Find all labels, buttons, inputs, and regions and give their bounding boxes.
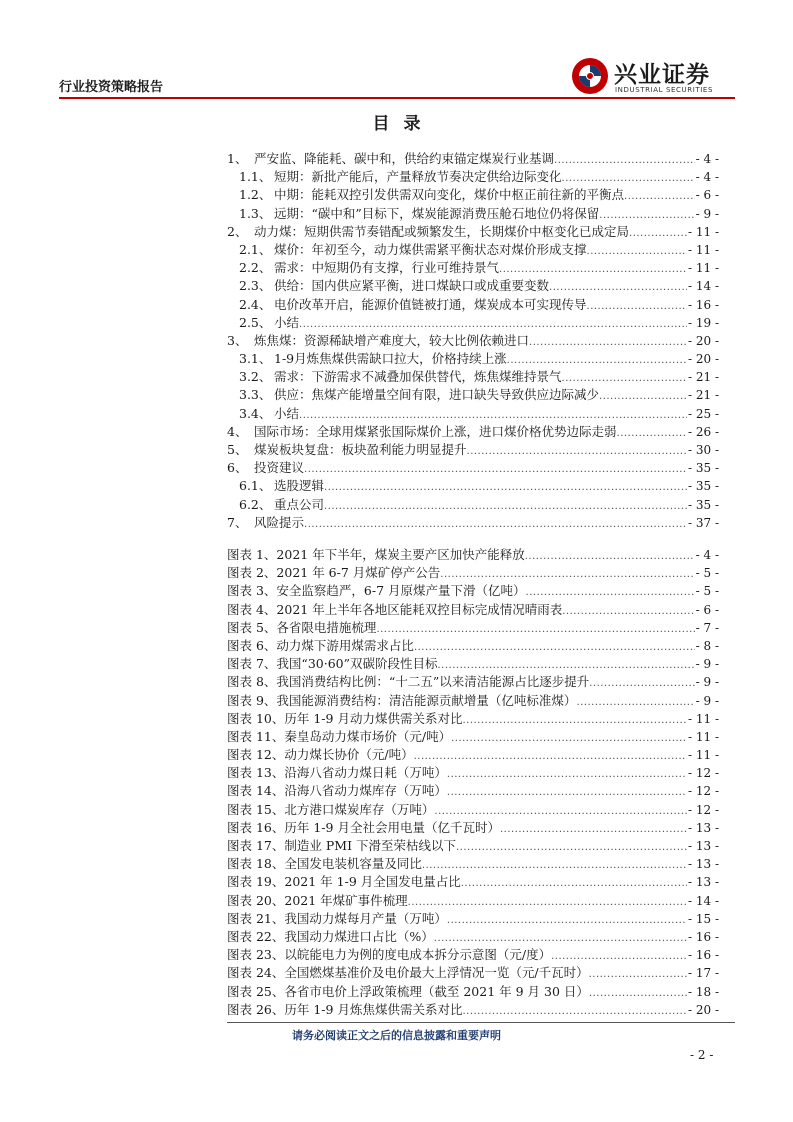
toc-entry-title: 短期：新批产能后，产量释放节奏决定供给边际变化 bbox=[274, 169, 562, 185]
toc-entry-title: 国际市场：全球用煤紧张国际煤价上涨，进口煤价格优势边际走弱 bbox=[254, 423, 617, 439]
toc-leader-dots bbox=[599, 206, 694, 221]
toc-entry-page: - 20 - bbox=[687, 333, 719, 348]
figure-entry-page: - 12 - bbox=[687, 784, 719, 799]
figure-entry-page: - 18 - bbox=[687, 984, 719, 999]
figure-entry-title: 图表 3、安全监察趋严，6-7 月原煤产量下滑（亿吨） bbox=[227, 583, 526, 599]
figure-entry-title: 图表 24、全国燃煤基准价及电价最大上浮情况一览（元/千瓦时） bbox=[227, 965, 589, 981]
toc-entry[interactable] bbox=[227, 458, 719, 476]
figure-entry[interactable] bbox=[227, 1000, 719, 1018]
toc-entry-number: 3.3、 bbox=[239, 387, 272, 403]
figure-leader-dots bbox=[376, 620, 694, 635]
figure-entry[interactable] bbox=[227, 982, 719, 1000]
figure-entry-page: - 12 - bbox=[687, 766, 719, 781]
toc-entry[interactable] bbox=[227, 367, 719, 385]
disclaimer-note: 请务必阅读正文之后的信息披露和重要声明 bbox=[292, 1029, 501, 1042]
report-type-label: 行业投资策略报告 bbox=[59, 80, 164, 95]
toc-entry-number: 1.3、 bbox=[239, 205, 272, 221]
toc-entry[interactable] bbox=[227, 313, 719, 331]
figure-entry[interactable] bbox=[227, 854, 719, 872]
figure-entry-title: 图表 19、2021 年 1-9 月全国发电量占比 bbox=[227, 874, 461, 890]
figure-leader-dots bbox=[438, 656, 695, 671]
toc-entry-number: 4、 bbox=[227, 423, 248, 439]
figure-entry-page: - 6 - bbox=[695, 602, 719, 617]
toc-entry-page: - 19 - bbox=[687, 315, 719, 330]
figure-entry[interactable] bbox=[227, 600, 719, 618]
figure-leader-dots bbox=[408, 893, 687, 908]
toc-leader-dots bbox=[507, 351, 687, 366]
figure-entry-title: 图表 17、制造业 PMI 下滑至荣枯线以下 bbox=[227, 838, 456, 853]
toc-entry[interactable] bbox=[227, 404, 719, 422]
toc-entry[interactable] bbox=[227, 185, 719, 203]
toc-entry-title: 小结 bbox=[274, 405, 300, 421]
footer-divider bbox=[227, 1022, 735, 1023]
figure-entry[interactable] bbox=[227, 800, 719, 818]
figure-entry[interactable] bbox=[227, 909, 719, 927]
toc-entry-page: - 20 - bbox=[687, 352, 719, 367]
toc-entry-title: 小结 bbox=[274, 314, 300, 330]
figure-entry[interactable] bbox=[227, 763, 719, 781]
toc-entry-page: - 37 - bbox=[687, 515, 719, 530]
figure-leader-dots bbox=[461, 874, 687, 889]
toc-entry-number: 3.2、 bbox=[239, 369, 272, 385]
toc-entry-page: - 6 - bbox=[695, 188, 719, 203]
figure-entry[interactable] bbox=[227, 945, 719, 963]
toc-entry-title: 供给：国内供应紧平衡，进口煤缺口或成重要变数 bbox=[274, 278, 550, 294]
figure-leader-dots bbox=[456, 838, 687, 853]
toc-entry-title: 需求：中短期仍有支撑，行业可维持景气 bbox=[274, 260, 500, 276]
figure-leader-dots bbox=[576, 693, 694, 708]
figure-entry[interactable] bbox=[227, 745, 719, 763]
toc-entry[interactable] bbox=[227, 476, 719, 494]
toc-leader-dots bbox=[587, 297, 687, 312]
figure-entry-page: - 9 - bbox=[695, 657, 719, 672]
toc-entry-title: 需求：下游需求不减叠加保供替代，炼焦煤维持景气 bbox=[274, 369, 562, 385]
toc-leader-dots bbox=[529, 333, 687, 348]
figure-entry[interactable] bbox=[227, 781, 719, 799]
figure-entry[interactable] bbox=[227, 654, 719, 672]
figure-entry-title: 图表 16、历年 1-9 月全社会用电量（亿千瓦时） bbox=[227, 819, 500, 835]
toc-entry-number: 6.1、 bbox=[239, 478, 272, 494]
toc-entry-title: 供应：焦煤产能增量空间有限，进口缺失导致供应边际减少 bbox=[274, 387, 600, 403]
figure-leader-dots bbox=[551, 947, 687, 962]
toc-leader-dots bbox=[629, 224, 687, 239]
toc-entry-page: - 11 - bbox=[687, 261, 719, 276]
toc-leader-dots bbox=[562, 369, 687, 384]
figure-entry-page: - 5 - bbox=[695, 584, 719, 599]
toc-leader-dots bbox=[587, 242, 687, 257]
figure-leader-dots bbox=[500, 820, 687, 835]
toc-leader-dots bbox=[624, 187, 695, 202]
figure-entry-page: - 7 - bbox=[695, 620, 719, 635]
toc-entry-page: - 21 - bbox=[687, 370, 719, 385]
figure-entry-page: - 13 - bbox=[687, 820, 719, 835]
toc-entry-number: 5、 bbox=[227, 442, 248, 457]
toc-title: 目录 bbox=[372, 114, 435, 134]
figure-entry-title: 图表 25、各省市电价上浮政策梳理（截至 2021 年 9 月 30 日） bbox=[227, 983, 589, 999]
figure-entry[interactable] bbox=[227, 563, 719, 581]
toc-entry-number: 2.2、 bbox=[239, 260, 272, 276]
figure-entry[interactable] bbox=[227, 927, 719, 945]
toc-entry-page: - 4 - bbox=[695, 170, 719, 185]
figure-entry-title: 图表 13、沿海八省动力煤日耗（万吨） bbox=[227, 765, 447, 781]
figure-entry-page: - 15 - bbox=[687, 911, 719, 926]
toc-entry[interactable] bbox=[227, 331, 719, 349]
toc-entry[interactable] bbox=[227, 349, 719, 367]
toc-entry-page: - 30 - bbox=[687, 443, 719, 457]
toc-entry-title: 煤价：年初至今，动力煤供需紧平衡状态对煤价形成支撑 bbox=[274, 241, 587, 257]
figure-entry-title: 图表 14、沿海八省动力煤库存（万吨） bbox=[227, 783, 447, 799]
brand-logo bbox=[570, 56, 740, 96]
toc-entry-title: 煤炭板块复盘：板块盈利能力明显提升 bbox=[254, 442, 467, 457]
figure-entry-title: 图表 9、我国能源消费结构：清洁能源贡献增量（亿吨标准煤） bbox=[227, 692, 577, 708]
toc-entry[interactable] bbox=[227, 240, 719, 258]
toc-list bbox=[227, 149, 719, 531]
figure-leader-dots bbox=[434, 929, 687, 944]
figure-entry[interactable] bbox=[227, 672, 719, 690]
toc-leader-dots bbox=[299, 315, 687, 330]
toc-entry-title: 重点公司 bbox=[274, 496, 325, 512]
toc-leader-dots bbox=[324, 497, 687, 512]
figure-leader-dots bbox=[562, 602, 694, 617]
toc-entry-page: - 11 - bbox=[687, 242, 719, 257]
figure-entry-page: - 11 - bbox=[687, 748, 719, 763]
toc-leader-dots bbox=[549, 278, 687, 293]
toc-entry-title: 风险提示 bbox=[254, 514, 305, 530]
toc-entry-title: 1-9月炼焦煤供需缺口拉大，价格持续上涨 bbox=[274, 351, 507, 367]
figure-entry-title: 图表 7、我国“30·60”双碳阶段性目标 bbox=[227, 656, 438, 672]
figure-entry-page: - 17 - bbox=[687, 966, 719, 981]
figure-leader-dots bbox=[589, 965, 687, 980]
toc-entry-number: 2.5、 bbox=[239, 314, 272, 330]
toc-entry-title: 炼焦煤：资源稀缺增产难度大，较大比例依赖进口 bbox=[254, 332, 530, 348]
figure-leader-dots bbox=[422, 856, 687, 871]
figure-entry-title: 图表 21、我国动力煤每月产量（万吨） bbox=[227, 910, 447, 926]
toc-leader-dots bbox=[467, 442, 687, 457]
toc-entry-number: 1.1、 bbox=[239, 169, 272, 185]
toc-entry[interactable] bbox=[227, 422, 719, 440]
figure-entry[interactable] bbox=[227, 872, 719, 890]
figure-leader-dots bbox=[447, 911, 687, 926]
figure-entry-page: - 16 - bbox=[687, 948, 719, 963]
toc-entry-title: 投资建议 bbox=[254, 460, 305, 476]
toc-entry-page: - 35 - bbox=[687, 479, 719, 494]
figure-list bbox=[227, 545, 719, 1018]
toc-leader-dots bbox=[299, 406, 687, 421]
toc-entry-title: 中期：能耗双控引发供需双向变化，煤价中枢正前往新的平衡点 bbox=[274, 187, 625, 203]
figure-entry-page: - 14 - bbox=[687, 893, 719, 908]
figure-entry-page: - 16 - bbox=[687, 929, 719, 944]
figure-leader-dots bbox=[526, 583, 695, 598]
figure-entry[interactable] bbox=[227, 709, 719, 727]
toc-entry[interactable] bbox=[227, 258, 719, 276]
figure-entry[interactable] bbox=[227, 836, 719, 854]
figure-entry-title: 图表 1、2021 年下半年，煤炭主要产区加快产能释放 bbox=[227, 547, 525, 562]
toc-entry-page: - 11 - bbox=[687, 224, 719, 239]
toc-entry-title: 选股逻辑 bbox=[274, 478, 325, 494]
figure-entry-title: 图表 6、动力煤下游用煤需求占比 bbox=[227, 637, 414, 653]
figure-entry-title: 图表 26、历年 1-9 月炼焦煤供需关系对比 bbox=[227, 1001, 463, 1017]
figure-leader-dots bbox=[525, 547, 695, 562]
toc-leader-dots bbox=[599, 387, 687, 402]
toc-leader-dots bbox=[617, 424, 687, 439]
figure-entry-page: - 11 - bbox=[687, 711, 719, 726]
toc-entry-number: 7、 bbox=[227, 514, 248, 530]
page-number: - 2 - bbox=[690, 1048, 714, 1062]
figure-entry-title: 图表 22、我国动力煤进口占比（%） bbox=[227, 928, 434, 944]
figure-entry-page: - 20 - bbox=[687, 1002, 719, 1017]
figure-entry-page: - 9 - bbox=[695, 693, 719, 708]
figure-leader-dots bbox=[451, 729, 687, 744]
figure-leader-dots bbox=[414, 638, 695, 653]
figure-entry[interactable] bbox=[227, 618, 719, 636]
toc-entry[interactable] bbox=[227, 385, 719, 403]
toc-leader-dots bbox=[304, 515, 687, 530]
toc-entry[interactable] bbox=[227, 222, 719, 240]
toc-entry-title: 电价改革开启，能源价值链被打通，煤炭成本可实现传导 bbox=[274, 296, 587, 312]
figure-entry-title: 图表 8、我国消费结构比例：“十二五”以来清洁能源占比逐步提升 bbox=[227, 674, 590, 690]
toc-leader-dots bbox=[554, 151, 695, 166]
figure-entry-page: - 12 - bbox=[687, 802, 719, 817]
header-divider bbox=[59, 97, 735, 99]
figure-leader-dots bbox=[589, 674, 694, 689]
figure-entry[interactable] bbox=[227, 727, 719, 745]
toc-entry[interactable] bbox=[227, 495, 719, 513]
toc-entry-page: - 25 - bbox=[687, 406, 719, 421]
toc-entry-number: 6、 bbox=[227, 460, 248, 476]
toc-entry-title: 严安监、降能耗、碳中和，供给约束锚定煤炭行业基调 bbox=[254, 151, 555, 166]
figure-entry-page: - 11 - bbox=[687, 729, 719, 744]
toc-entry-page: - 16 - bbox=[687, 297, 719, 312]
figure-entry-title: 图表 20、2021 年煤矿事件梳理 bbox=[227, 892, 408, 908]
toc-leader-dots bbox=[324, 478, 687, 493]
figure-leader-dots bbox=[414, 747, 687, 762]
toc-entry-number: 1.2、 bbox=[239, 187, 272, 203]
toc-entry-number: 3、 bbox=[227, 332, 248, 348]
figure-entry-page: - 13 - bbox=[687, 857, 719, 872]
toc-entry-number: 3.1、 bbox=[239, 351, 272, 367]
figure-entry-title: 图表 12、动力煤长协价（元/吨） bbox=[227, 747, 414, 763]
toc-entry[interactable] bbox=[227, 295, 719, 313]
figure-entry-page: - 5 - bbox=[695, 566, 719, 581]
toc-entry-page: - 9 - bbox=[695, 206, 719, 221]
figure-entry-page: - 13 - bbox=[687, 839, 719, 853]
figure-entry[interactable] bbox=[227, 963, 719, 981]
figure-leader-dots bbox=[447, 765, 687, 780]
figure-entry-title: 图表 10、历年 1-9 月动力煤供需关系对比 bbox=[227, 710, 463, 726]
toc-entry-number: 3.4、 bbox=[239, 405, 272, 421]
toc-entry-page: - 21 - bbox=[687, 388, 719, 403]
brand-name-cn: 兴业证券 bbox=[614, 62, 710, 88]
toc-entry[interactable] bbox=[227, 513, 719, 531]
figure-leader-dots bbox=[440, 565, 694, 580]
toc-entry-title: 远期：“碳中和”目标下，煤炭能源消费压舱石地位仍将保留 bbox=[274, 205, 600, 221]
figure-entry-title: 图表 15、北方港口煤炭库存（万吨） bbox=[227, 801, 435, 817]
toc-entry-page: - 35 - bbox=[687, 461, 719, 476]
toc-entry-number: 2.3、 bbox=[239, 278, 272, 294]
figure-entry-page: - 9 - bbox=[695, 675, 719, 690]
figure-entry[interactable] bbox=[227, 636, 719, 654]
figure-entry-page: - 8 - bbox=[695, 638, 719, 653]
figure-entry-page: - 13 - bbox=[687, 875, 719, 890]
figure-entry-title: 图表 5、各省限电措施梳理 bbox=[227, 619, 377, 635]
figure-entry-title: 图表 11、秦皇岛动力煤市场价（元/吨） bbox=[227, 728, 452, 744]
figure-leader-dots bbox=[447, 783, 687, 798]
toc-entry-number: 1、 bbox=[227, 151, 248, 166]
toc-entry-number: 2.1、 bbox=[239, 241, 272, 257]
figure-entry[interactable] bbox=[227, 581, 719, 599]
toc-entry-page: - 14 - bbox=[687, 279, 719, 294]
figure-entry[interactable] bbox=[227, 891, 719, 909]
figure-leader-dots bbox=[434, 802, 687, 817]
figure-entry-page: - 4 - bbox=[695, 548, 719, 562]
brand-emblem-icon bbox=[570, 56, 610, 96]
toc-entry[interactable] bbox=[227, 440, 719, 458]
toc-entry-page: - 35 - bbox=[687, 497, 719, 512]
toc-entry-number: 6.2、 bbox=[239, 496, 272, 512]
brand-name-en: INDUSTRIAL SECURITIES bbox=[615, 86, 713, 94]
figure-leader-dots bbox=[462, 1002, 687, 1017]
toc-leader-dots bbox=[562, 169, 695, 184]
figure-entry[interactable] bbox=[227, 691, 719, 709]
toc-entry[interactable] bbox=[227, 204, 719, 222]
toc-leader-dots bbox=[304, 460, 687, 475]
toc-leader-dots bbox=[499, 260, 687, 275]
figure-entry-title: 图表 4、2021 年上半年各地区能耗双控目标完成情况晴雨表 bbox=[227, 601, 563, 617]
figure-entry[interactable] bbox=[227, 818, 719, 836]
toc-entry-title: 动力煤：短期供需节奏错配或频繁发生，长期煤价中枢变化已成定局 bbox=[254, 223, 630, 239]
figure-leader-dots bbox=[462, 711, 687, 726]
figure-entry-title: 图表 18、全国发电装机容量及同比 bbox=[227, 856, 422, 872]
toc-entry-page: - 26 - bbox=[687, 424, 719, 439]
toc-entry-number: 2、 bbox=[227, 223, 248, 239]
toc-entry[interactable] bbox=[227, 276, 719, 294]
figure-leader-dots bbox=[589, 984, 687, 999]
toc-entry[interactable] bbox=[227, 149, 719, 167]
toc-entry-number: 2.4、 bbox=[239, 296, 272, 312]
toc-entry[interactable] bbox=[227, 167, 719, 185]
figure-entry-title: 图表 23、以皖能电力为例的度电成本拆分示意图（元/度） bbox=[227, 947, 552, 963]
toc-entry-page: - 4 - bbox=[695, 152, 719, 166]
figure-entry-title: 图表 2、2021 年 6-7 月煤矿停产公告 bbox=[227, 565, 441, 581]
figure-entry[interactable] bbox=[227, 545, 719, 563]
